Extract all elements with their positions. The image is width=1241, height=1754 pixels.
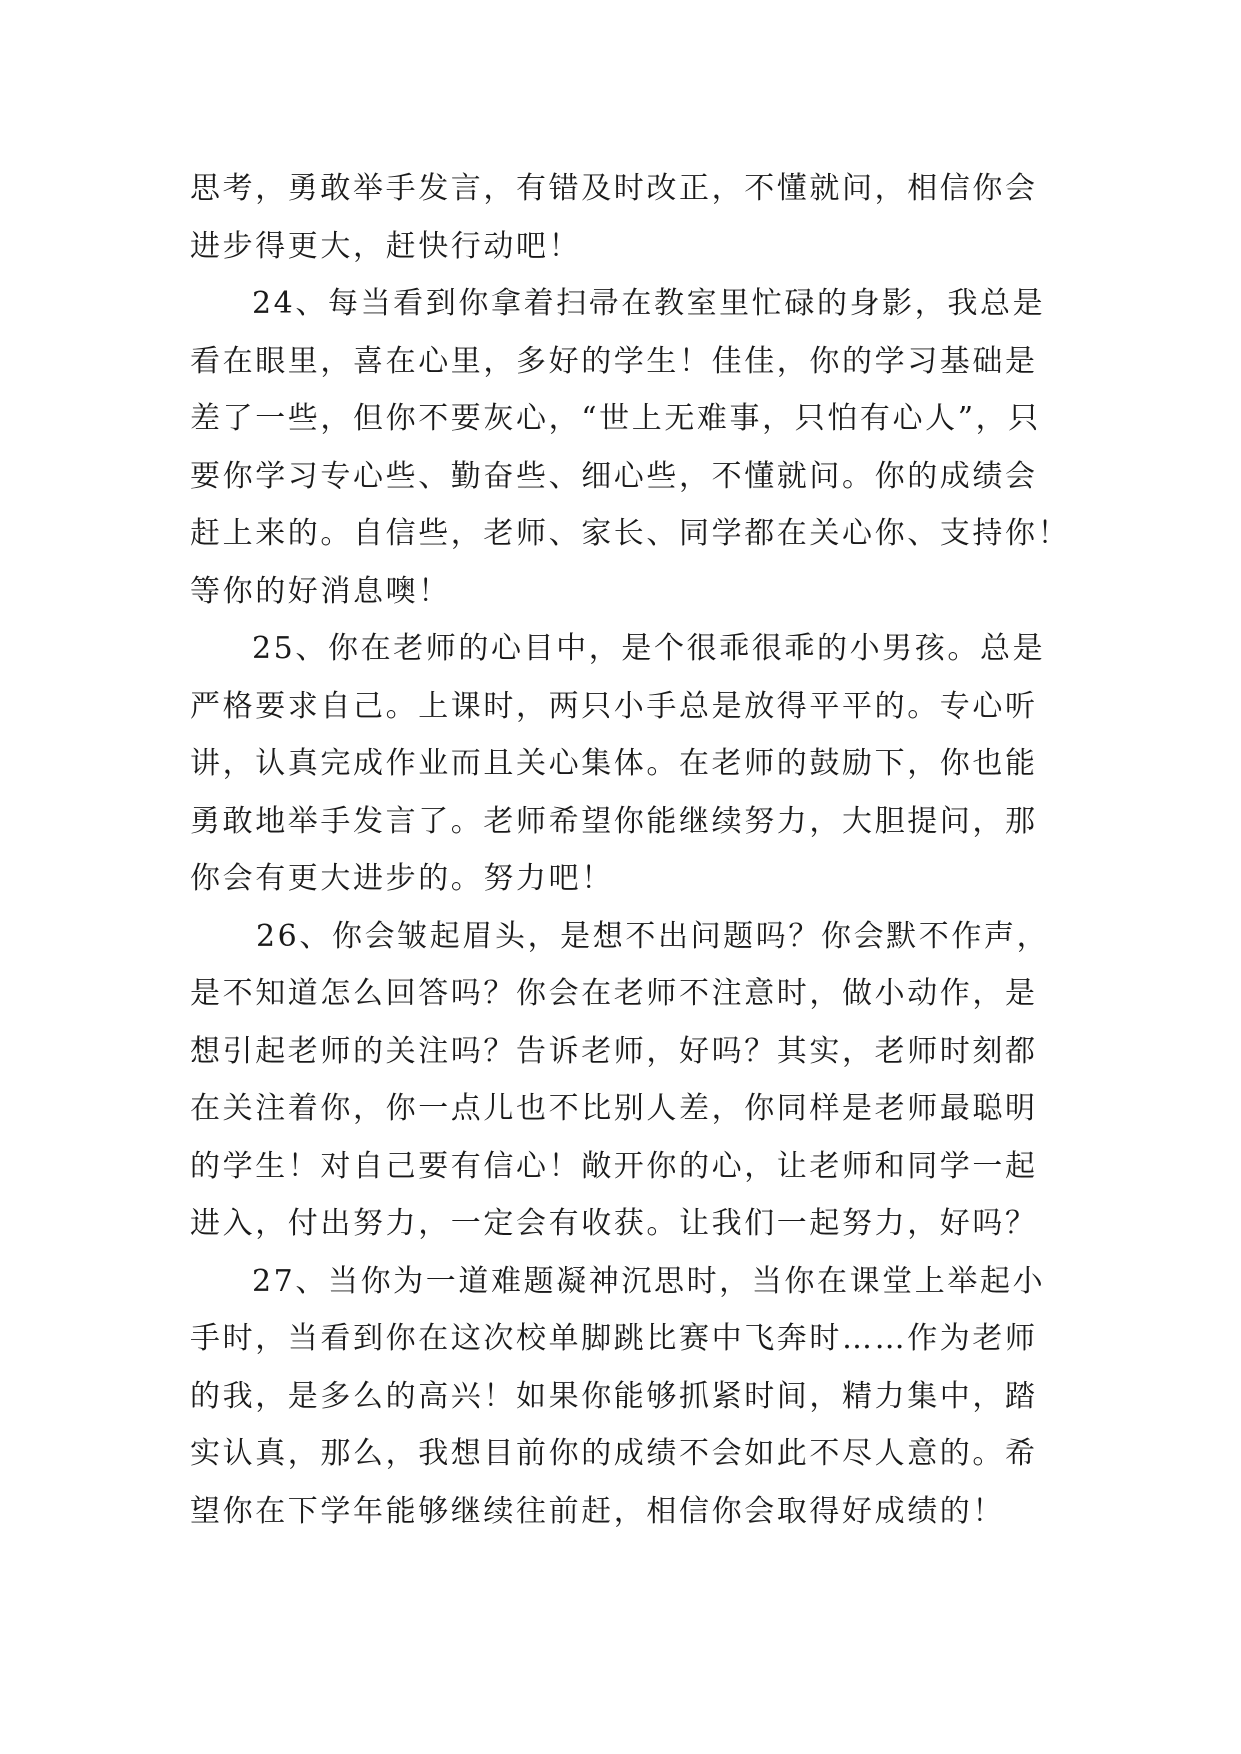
paragraph-comment-26 <box>190 908 1050 1253</box>
text-line: 想引起老师的关注吗？告诉老师，好吗？其实，老师时刻都 <box>190 1033 1038 1069</box>
text-line: 进步得更大，赶快行动吧！ <box>190 228 582 264</box>
text-line: 勇敢地举手发言了。老师希望你能继续努力，大胆提问，那 <box>190 803 1038 839</box>
text-line: 严格要求自己。上课时，两只小手总是放得平平的。专心听 <box>190 688 1038 724</box>
document-body <box>190 160 1071 1540</box>
text-line: 实认真，那么，我想目前你的成绩不会如此不尽人意的。希 <box>190 1436 1038 1471</box>
text-line: 看在眼里，喜在心里，多好的学生！佳佳，你的学习基础是 <box>190 343 1038 379</box>
paragraph-comment-25 <box>190 620 1050 908</box>
text-line: 的我，是多么的高兴！如果你能够抓紧时间，精力集中，踏 <box>190 1378 1038 1414</box>
text-line: 你会有更大进步的。努力吧！ <box>190 861 614 896</box>
paragraph-continuation <box>190 160 1050 275</box>
text-line: 望你在下学年能够继续往前赶，相信你会取得好成绩的！ <box>190 1493 1005 1529</box>
text-line: 思考，勇敢举手发言，有错及时改正，不懂就问，相信你会 <box>190 171 1038 206</box>
text-line: 25、你在老师的心目中，是个很乖很乖的小男孩。总是 <box>252 631 1046 666</box>
text-line: 27、当你为一道难题凝神沉思时，当你在课堂上举起小 <box>252 1263 1046 1299</box>
text-line: 讲，认真完成作业而且关心集体。在老师的鼓励下，你也能 <box>190 746 1038 781</box>
text-line: 24、每当看到你拿着扫帚在教室里忙碌的身影，我总是 <box>252 286 1046 321</box>
text-line: 在关注着你，你一点儿也不比别人差，你同样是老师最聪明 <box>190 1091 1038 1126</box>
paragraph-comment-27 <box>190 1253 1050 1541</box>
text-line: 的学生！对自己要有信心！敞开你的心，让老师和同学一起 <box>190 1148 1038 1184</box>
text-line: 差了一些，但你不要灰心，“世上无难事，只怕有心人”，只 <box>190 401 1041 436</box>
text-line: 是不知道怎么回答吗？你会在老师不注意时，做小动作，是 <box>190 976 1038 1011</box>
text-line: 手时，当看到你在这次校单脚跳比赛中飞奔时……作为老师 <box>190 1321 1038 1356</box>
paragraph-comment-24 <box>190 275 1071 620</box>
text-line: 进入，付出努力，一定会有收获。让我们一起努力，好吗？ <box>190 1206 1038 1241</box>
text-line: 26、你会皱起眉头，是想不出问题吗？你会默不作声， <box>256 918 1050 954</box>
text-line: 赶上来的。自信些，老师、家长、同学都在关心你、支持你！ <box>190 516 1071 551</box>
text-line: 等你的好消息噢！ <box>190 573 451 609</box>
text-line: 要你学习专心些、勤奋些、细心些，不懂就问。你的成绩会 <box>190 458 1038 494</box>
